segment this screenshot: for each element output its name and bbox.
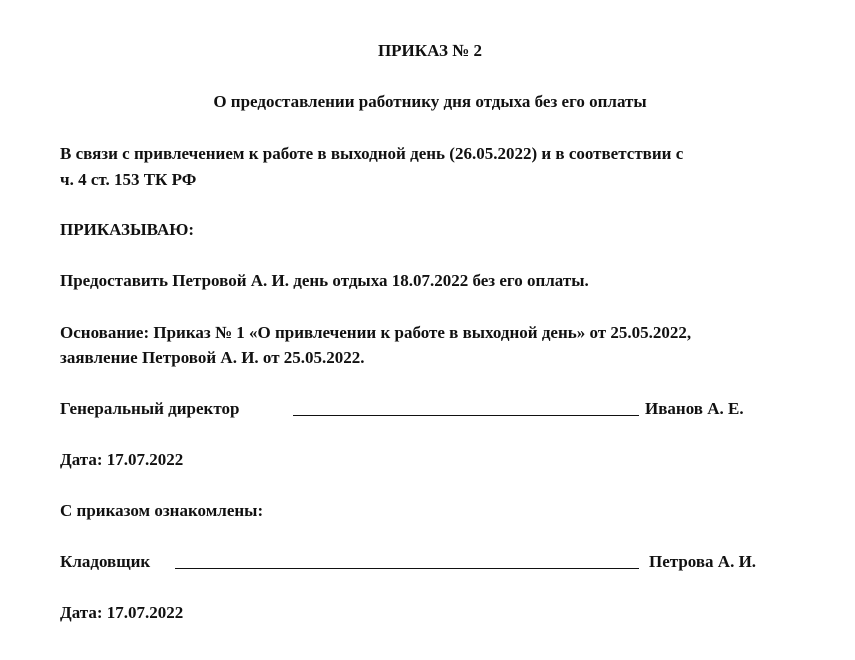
employee-signature-line [175,549,639,577]
employee-position: Кладовщик [60,552,151,571]
director-name: Иванов А. Е. [645,399,744,418]
acquainted-heading: С приказом ознакомлены: [60,501,264,520]
director-signature-row [60,396,800,422]
director-signature-line [293,396,639,424]
preamble-line-1: В связи с привлечением к работе в выходной день (26.05.2022) и в соответствии с [60,144,684,163]
preamble-line-2: ч. 4 ст. 153 ТК РФ [60,170,197,189]
date-1: Дата: 17.07.2022 [60,450,184,469]
document-subject: О предоставлении работнику дня отдыха без его оплаты [213,92,647,111]
director-position: Генеральный директор [60,399,240,418]
order-word: ПРИКАЗЫВАЮ: [60,220,195,239]
employee-signature-row [60,549,800,575]
basis-line-1: Основание: Приказ № 1 «О привлечении к работе в выходной день» от 25.05.2022, [60,323,692,342]
date-2: Дата: 17.07.2022 [60,603,184,622]
order-text: Предоставить Петровой А. И. день отдыха 18.07.2022 без его оплаты. [60,271,589,290]
basis-line-2: заявление Петровой А. И. от 25.05.2022. [60,348,365,367]
document-title: ПРИКАЗ № 2 [377,41,483,60]
employee-name: Петрова А. И. [649,552,757,571]
